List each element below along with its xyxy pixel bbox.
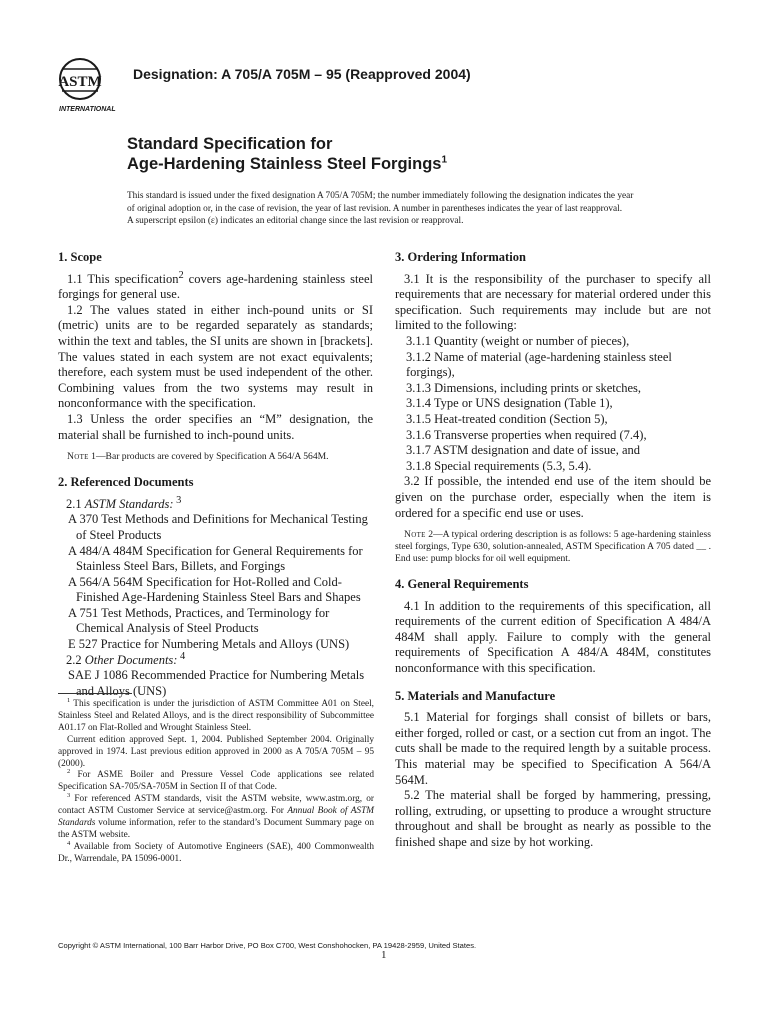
reference-item: A 370 Test Methods and Definitions for Mechanical Testing of Steel Products xyxy=(68,512,368,542)
ordering-item: 3.1.1 Quantity (weight or number of pieces), xyxy=(406,333,630,348)
reference-item: A 751 Test Methods, Practices, and Terminology for Chemical Analysis of Steel Products xyxy=(68,605,330,636)
footnote-3: $^3$ For referenced ASTM standards, visit the ASTM website, www.astm.org, or contact ASTM Customer Service at service@astm.org. For Annual Book of ASTM Standards volume information, refer to the standard’s Document Summary page on the ASTM website. xyxy=(58,792,374,840)
section-heading-ordering: 3. Ordering Information xyxy=(395,250,526,264)
materials-paragraph-2: 5.2 The material shall be forged by hammering, pressing, rolling, extruding, or upsetting to produce a wrought structure throughout and shall be brought as nearly as possible to the finished shape and size by hot working. xyxy=(395,788,711,849)
reference-item: E 527 Practice for Numbering Metals and Alloys (UNS) xyxy=(68,637,350,652)
note-1: Note 1—Bar products are covered by Specification A 564/A 564M. xyxy=(67,451,329,463)
footnote-rule xyxy=(58,693,132,694)
reference-item: A 564/A 564M Specification for Hot-Rolled and Cold-Finished Age-Hardening Stainless Steel Bars and Shapes xyxy=(68,574,361,605)
section-heading-scope: 1. Scope xyxy=(58,250,102,264)
reference-item: A 484/A 484M Specification for General Requirements for Stainless Steel Bars, Billets, and Forgings xyxy=(68,543,363,574)
astm-standards-label: 2.1 ASTM Standards: $^3$ xyxy=(66,494,182,511)
materials-paragraph-1: 5.1 Material for forgings shall consist of billets or bars, either forged, rolled or cast, or a section cut from an ingot. The cuts shall be made to the required length by a suitable process. This material may be specified to Specification A 564/A 564M. xyxy=(395,710,711,787)
ordering-item: 3.1.7 ASTM designation and date of issue, and xyxy=(406,443,640,458)
copyright-notice: Copyright © ASTM International, 100 Barr Harbor Drive, PO Box C700, West Conshohocken, PA 19428-2959, United States. xyxy=(58,941,477,950)
ordering-paragraph-1: 3.1 It is the responsibility of the purchaser to specify all requirements that are necessary for material ordered under this specification. Such requirements may include but are not limited to the following: xyxy=(395,271,711,333)
ordering-paragraph-2: 3.2 If possible, the intended end use of the item should be given on the purchase order, especially when the item is ordered for a specific end use or uses. xyxy=(395,474,711,520)
designation: Designation: A 705/A 705M – 95 (Reapproved 2004) xyxy=(133,66,471,82)
general-paragraph-1: 4.1 In addition to the requirements of this specification, all requirements of the current edition of Specification A 484/A 484M shall apply. Failure to comply with the general requirements of Specification A 484/A 484M, constitutes nonconformance with this specification. xyxy=(395,598,711,676)
ordering-item: 3.1.3 Dimensions, including prints or sketches, xyxy=(406,380,642,395)
other-documents-label: 2.2 Other Documents: $^4$ xyxy=(66,650,186,667)
scope-paragraph-3: 1.3 Unless the order specifies an “M” designation, the material shall be furnished to inch-pound units. xyxy=(58,411,373,442)
section-heading-referenced: 2. Referenced Documents xyxy=(58,475,194,490)
footnote-4: $^4$ Available from Society of Automotive Engineers (SAE), 400 Commonwealth Dr., Warrendale, PA 15096-0001. xyxy=(58,839,374,864)
title-line-2: Age-Hardening Stainless Steel Forgings$^1$ xyxy=(127,154,448,173)
preamble xyxy=(127,190,672,228)
astm-logo xyxy=(58,55,122,113)
footnote-2: $^2$ For ASME Boiler and Pressure Vessel Code applications see related Specification SA-705/SA-705M in Section II of that Code. xyxy=(58,768,374,793)
section-heading-general: 4. General Requirements xyxy=(395,577,529,592)
footnotes xyxy=(58,696,374,866)
ordering-item: 3.1.8 Special requirements (5.3, 5.4). xyxy=(406,458,592,473)
right-column xyxy=(395,250,711,851)
scope-paragraph-1: 1.1 This specification$^2$ covers age-hardening stainless steel forgings for general use. xyxy=(58,269,373,302)
title-footnote-mark: 1 xyxy=(441,154,448,166)
note-2: Note 2—A typical ordering description is as follows: 5 age-hardening stainless steel forgings, Type 630, solution-annealed, ASTM Specification A 705 dated __ . End use: pump blocks for oil well equipment. xyxy=(395,529,711,565)
reference-item: SAE J 1086 Recommended Practice for Numbering Metals and Alloys (UNS) xyxy=(68,668,365,698)
preamble-line: of original adoption or, in the case of revision, the year of last revision. A number in parentheses indicates the year of last reapproval. xyxy=(127,203,623,214)
logo-text: ASTM xyxy=(58,74,102,90)
page-number: 1 xyxy=(381,949,387,961)
preamble-line: A superscript epsilon (ε) indicates an editorial change since the last revision or reapproval. xyxy=(127,216,464,226)
ordering-item: 3.1.5 Heat-treated condition (Section 5), xyxy=(406,411,608,426)
scope-paragraph-2: 1.2 The values stated in either inch-pound units or SI (metric) units are to be regarded separately as standards; within the text and tables, the SI units are shown in [brackets]. The values stated in each system are not exact equivalents; therefore, each system must be used independent of the other. Combining values from the two systems may result in nonconformance with the specification. xyxy=(58,302,373,411)
ordering-item: 3.1.4 Type or UNS designation (Table 1), xyxy=(406,396,613,411)
left-column xyxy=(58,250,373,699)
document-title xyxy=(127,134,447,174)
footnote-1: $^1$ This specification is under the jurisdiction of ASTM Committee A01 on Steel, Stainless Steel and Related Alloys, and is the direct responsibility of Subcommittee A01.17 on Flat-Rolled and Wrought Stainless Steel. xyxy=(58,696,374,733)
section-heading-materials: 5. Materials and Manufacture xyxy=(395,688,556,703)
ordering-item: 3.1.2 Name of material (age-hardening stainless steel forgings), xyxy=(406,349,672,380)
preamble-line: This standard is issued under the fixed designation A 705/A 705M; the number immediately following the designation indicates the year xyxy=(127,191,634,201)
title-line-1: Standard Specification for xyxy=(127,135,333,153)
logo-subtext: INTERNATIONAL xyxy=(59,106,116,113)
footnote-1-edition: Current edition approved Sept. 1, 2004. Published September 2004. Originally approved in 1974. Last previous edition approved in 2000 as A 705/A 705M – 95 (2000). xyxy=(58,734,374,769)
ordering-item: 3.1.6 Transverse properties when required (7.4), xyxy=(406,427,647,442)
